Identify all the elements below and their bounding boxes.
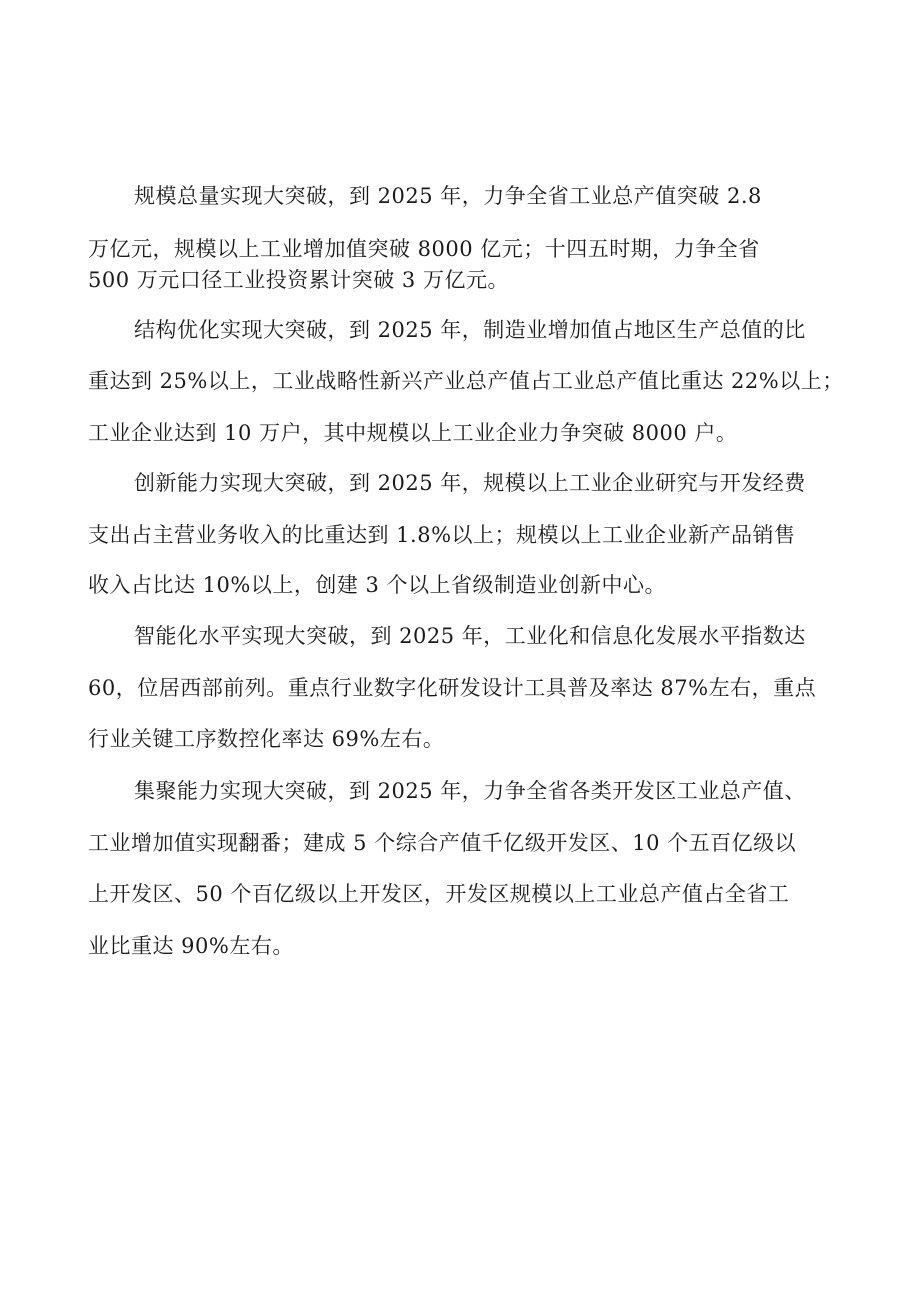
paragraph-line: 创新能力实现大突破，到 2025 年，规模以上工业企业研究与开发经费 bbox=[134, 471, 806, 495]
paragraph-line: 60，位居西部前列。重点行业数字化研发设计工具普及率达 87%左右，重点 bbox=[88, 676, 817, 700]
paragraph-line: 行业关键工序数控化率达 69%左右。 bbox=[88, 727, 445, 751]
paragraph-line: 支出占主营业务收入的比重达到 1.8%以上；规模以上工业企业新产品销售 bbox=[88, 523, 796, 547]
paragraph-line: 收入占比达 10%以上，创建 3 个以上省级制造业创新中心。 bbox=[88, 573, 667, 597]
paragraph-line: 结构优化实现大突破，到 2025 年，制造业增加值占地区生产总值的比 bbox=[134, 318, 806, 342]
paragraph-line: 工业增加值实现翻番；建成 5 个综合产值千亿级开发区、10 个五百亿级以 bbox=[88, 831, 797, 855]
paragraph-line: 智能化水平实现大突破，到 2025 年，工业化和信息化发展水平指数达 bbox=[134, 624, 806, 648]
paragraph-line: 集聚能力实现大突破，到 2025 年，力争全省各类开发区工业总产值、 bbox=[134, 779, 806, 803]
paragraph-line: 500 万元口径工业投资累计突破 3 万亿元。 bbox=[88, 268, 509, 292]
paragraph-line: 上开发区、50 个百亿级以上开发区，开发区规模以上工业总产值占全省工 bbox=[88, 882, 790, 906]
paragraph-line: 重达到 25%以上，工业战略性新兴产业总产值占工业总产值比重达 22%以上； bbox=[88, 369, 844, 393]
paragraph-line: 工业企业达到 10 万户，其中规模以上工业企业力争突破 8000 户。 bbox=[88, 421, 738, 445]
paragraph-line: 业比重达 90%左右。 bbox=[88, 934, 294, 958]
paragraph-line: 万亿元，规模以上工业增加值突破 8000 亿元；十四五时期，力争全省 bbox=[88, 237, 760, 261]
paragraph-line: 规模总量实现大突破，到 2025 年，力争全省工业总产值突破 2.8 bbox=[134, 184, 762, 208]
